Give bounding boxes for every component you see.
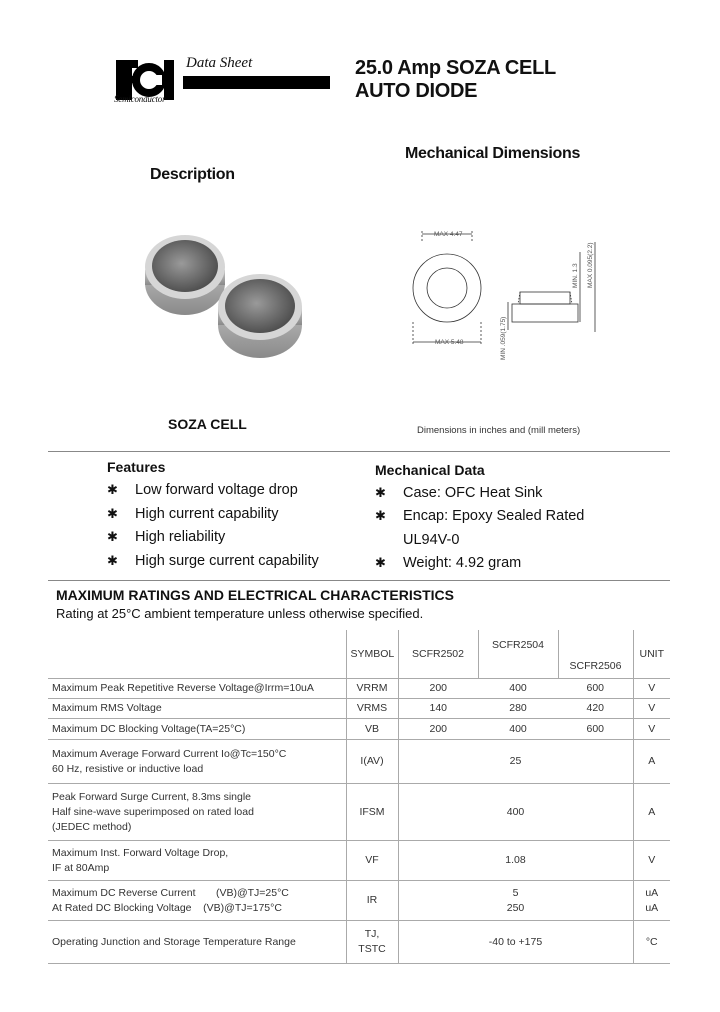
param-cell: Maximum Average Forward Current Io@Tc=150°C 60 Hz, resistive or inductive load bbox=[48, 740, 346, 784]
value-cell: -40 to +175 bbox=[398, 921, 633, 964]
dim-label-max-bottom: MAX 5.48 bbox=[435, 339, 464, 346]
value-cell: 200 bbox=[398, 679, 478, 699]
unit-cell: °C bbox=[633, 921, 670, 964]
table-header-row bbox=[48, 630, 670, 679]
features-list bbox=[107, 482, 319, 576]
table-row bbox=[48, 740, 670, 784]
table-row bbox=[48, 784, 670, 841]
cell-right bbox=[218, 274, 302, 358]
list-item: ✱ High reliability bbox=[107, 529, 226, 545]
symbol-cell: IFSM bbox=[346, 784, 398, 841]
list-item-continuation: UL94V-0 bbox=[403, 531, 460, 548]
ratings-table bbox=[48, 630, 670, 965]
data-sheet-label: Data Sheet bbox=[186, 55, 253, 71]
symbol-cell: VRMS bbox=[346, 699, 398, 719]
dimension-caption: Dimensions in inches and (mill meters) bbox=[417, 425, 581, 436]
divider-middle bbox=[48, 580, 670, 581]
value-cell: 420 bbox=[558, 699, 633, 719]
symbol-cell: VRRM bbox=[346, 679, 398, 699]
cell-left bbox=[145, 235, 225, 315]
list-item: ✱ Weight: 4.92 gram bbox=[375, 554, 522, 571]
star-bullet-icon: ✱ bbox=[375, 554, 386, 570]
value-cell: 5 250 bbox=[398, 881, 633, 921]
soza-cell-photo bbox=[130, 215, 315, 365]
mechanical-dimensions-heading: Mechanical Dimensions bbox=[405, 145, 581, 162]
unit-cell: A bbox=[633, 784, 670, 841]
dim-label-min-left: MIN .059(1.75) bbox=[500, 316, 507, 360]
star-bullet-icon: ✱ bbox=[375, 508, 386, 524]
dimension-drawing bbox=[400, 222, 610, 362]
description-heading: Description bbox=[150, 166, 235, 183]
value-cell: 200 bbox=[398, 719, 478, 740]
table-row bbox=[48, 921, 670, 964]
table-row bbox=[48, 679, 670, 699]
table-row bbox=[48, 699, 670, 719]
value-cell: 400 bbox=[478, 679, 558, 699]
mechanical-data-title: Mechanical Data bbox=[375, 462, 485, 478]
page-title-line2: AUTO DIODE bbox=[355, 80, 478, 102]
symbol-cell: VF bbox=[346, 841, 398, 881]
scfr2504-header: SCFR2504 bbox=[478, 630, 558, 679]
star-bullet-icon: ✱ bbox=[107, 505, 118, 521]
semiconductor-label: Semiconductor bbox=[114, 94, 166, 104]
unit-cell: uA uA bbox=[633, 881, 670, 921]
value-cell: 25 bbox=[398, 740, 633, 784]
param-header bbox=[48, 630, 346, 679]
value-cell: 400 bbox=[478, 719, 558, 740]
param-cell: Maximum Inst. Forward Voltage Drop, IF at 80Amp bbox=[48, 841, 346, 881]
value-cell: 600 bbox=[558, 679, 633, 699]
unit-cell: V bbox=[633, 719, 670, 740]
table-row bbox=[48, 881, 670, 921]
param-cell: Maximum RMS Voltage bbox=[48, 699, 346, 719]
symbol-cell: I(AV) bbox=[346, 740, 398, 784]
param-cell: Operating Junction and Storage Temperature Range bbox=[48, 921, 346, 964]
unit-header: UNIT bbox=[633, 630, 670, 679]
dim-label-max-top: MAX 4.47 bbox=[434, 231, 463, 238]
unit-cell: V bbox=[633, 699, 670, 719]
table-row bbox=[48, 841, 670, 881]
list-item: ✱ Encap: Epoxy Sealed Rated bbox=[375, 508, 585, 525]
value-cell: 600 bbox=[558, 719, 633, 740]
star-bullet-icon: ✱ bbox=[375, 485, 386, 500]
value-cell: 1.08 bbox=[398, 841, 633, 881]
value-cell: 280 bbox=[478, 699, 558, 719]
list-item: ✱ Case: OFC Heat Sink bbox=[375, 485, 543, 501]
value-cell: 400 bbox=[398, 784, 633, 841]
symbol-cell: TJ, TSTC bbox=[346, 921, 398, 964]
divider-top bbox=[48, 451, 670, 452]
product-caption: SOZA CELL bbox=[168, 416, 247, 432]
header-bar bbox=[183, 76, 330, 89]
param-cell: Peak Forward Surge Current, 8.3ms single Half sine-wave superimposed on rated load (JEDEC method) bbox=[48, 784, 346, 841]
dim-label-max-height: MAX 0.095(2.2) bbox=[587, 242, 594, 288]
list-item: ✱ Low forward voltage drop bbox=[107, 482, 298, 498]
star-bullet-icon: ✱ bbox=[107, 482, 118, 497]
unit-cell: V bbox=[633, 679, 670, 699]
param-cell: Maximum DC Reverse Current (VB)@TJ=25°C At Rated DC Blocking Voltage (VB)@TJ=175°C bbox=[48, 881, 346, 921]
value-cell: 140 bbox=[398, 699, 478, 719]
symbol-cell: IR bbox=[346, 881, 398, 921]
features-title: Features bbox=[107, 459, 166, 475]
scfr2502-header: SCFR2502 bbox=[398, 630, 478, 679]
ratings-title: MAXIMUM RATINGS AND ELECTRICAL CHARACTERISTICS bbox=[56, 587, 454, 603]
dim-label-min-height: MIN. 1.3 bbox=[572, 263, 579, 288]
param-cell: Maximum DC Blocking Voltage(TA=25°C) bbox=[48, 719, 346, 740]
list-item: ✱ High surge current capability bbox=[107, 552, 319, 569]
page-title-line1: 25.0 Amp SOZA CELL bbox=[355, 57, 556, 79]
symbol-header: SYMBOL bbox=[346, 630, 398, 679]
unit-cell: A bbox=[633, 740, 670, 784]
symbol-cell: VB bbox=[346, 719, 398, 740]
star-bullet-icon: ✱ bbox=[107, 552, 118, 568]
unit-cell: V bbox=[633, 841, 670, 881]
mechanical-data-list bbox=[375, 485, 584, 578]
table-row bbox=[48, 719, 670, 740]
table-bottom-border bbox=[48, 964, 670, 965]
ratings-subtitle: Rating at 25°C ambient temperature unless otherwise specified. bbox=[56, 606, 424, 621]
param-cell: Maximum Peak Repetitive Reverse Voltage@Irrm=10uA bbox=[48, 679, 346, 699]
scfr2506-header: SCFR2506 bbox=[558, 630, 633, 679]
star-bullet-icon: ✱ bbox=[107, 529, 118, 544]
list-item: ✱ High current capability bbox=[107, 505, 279, 522]
